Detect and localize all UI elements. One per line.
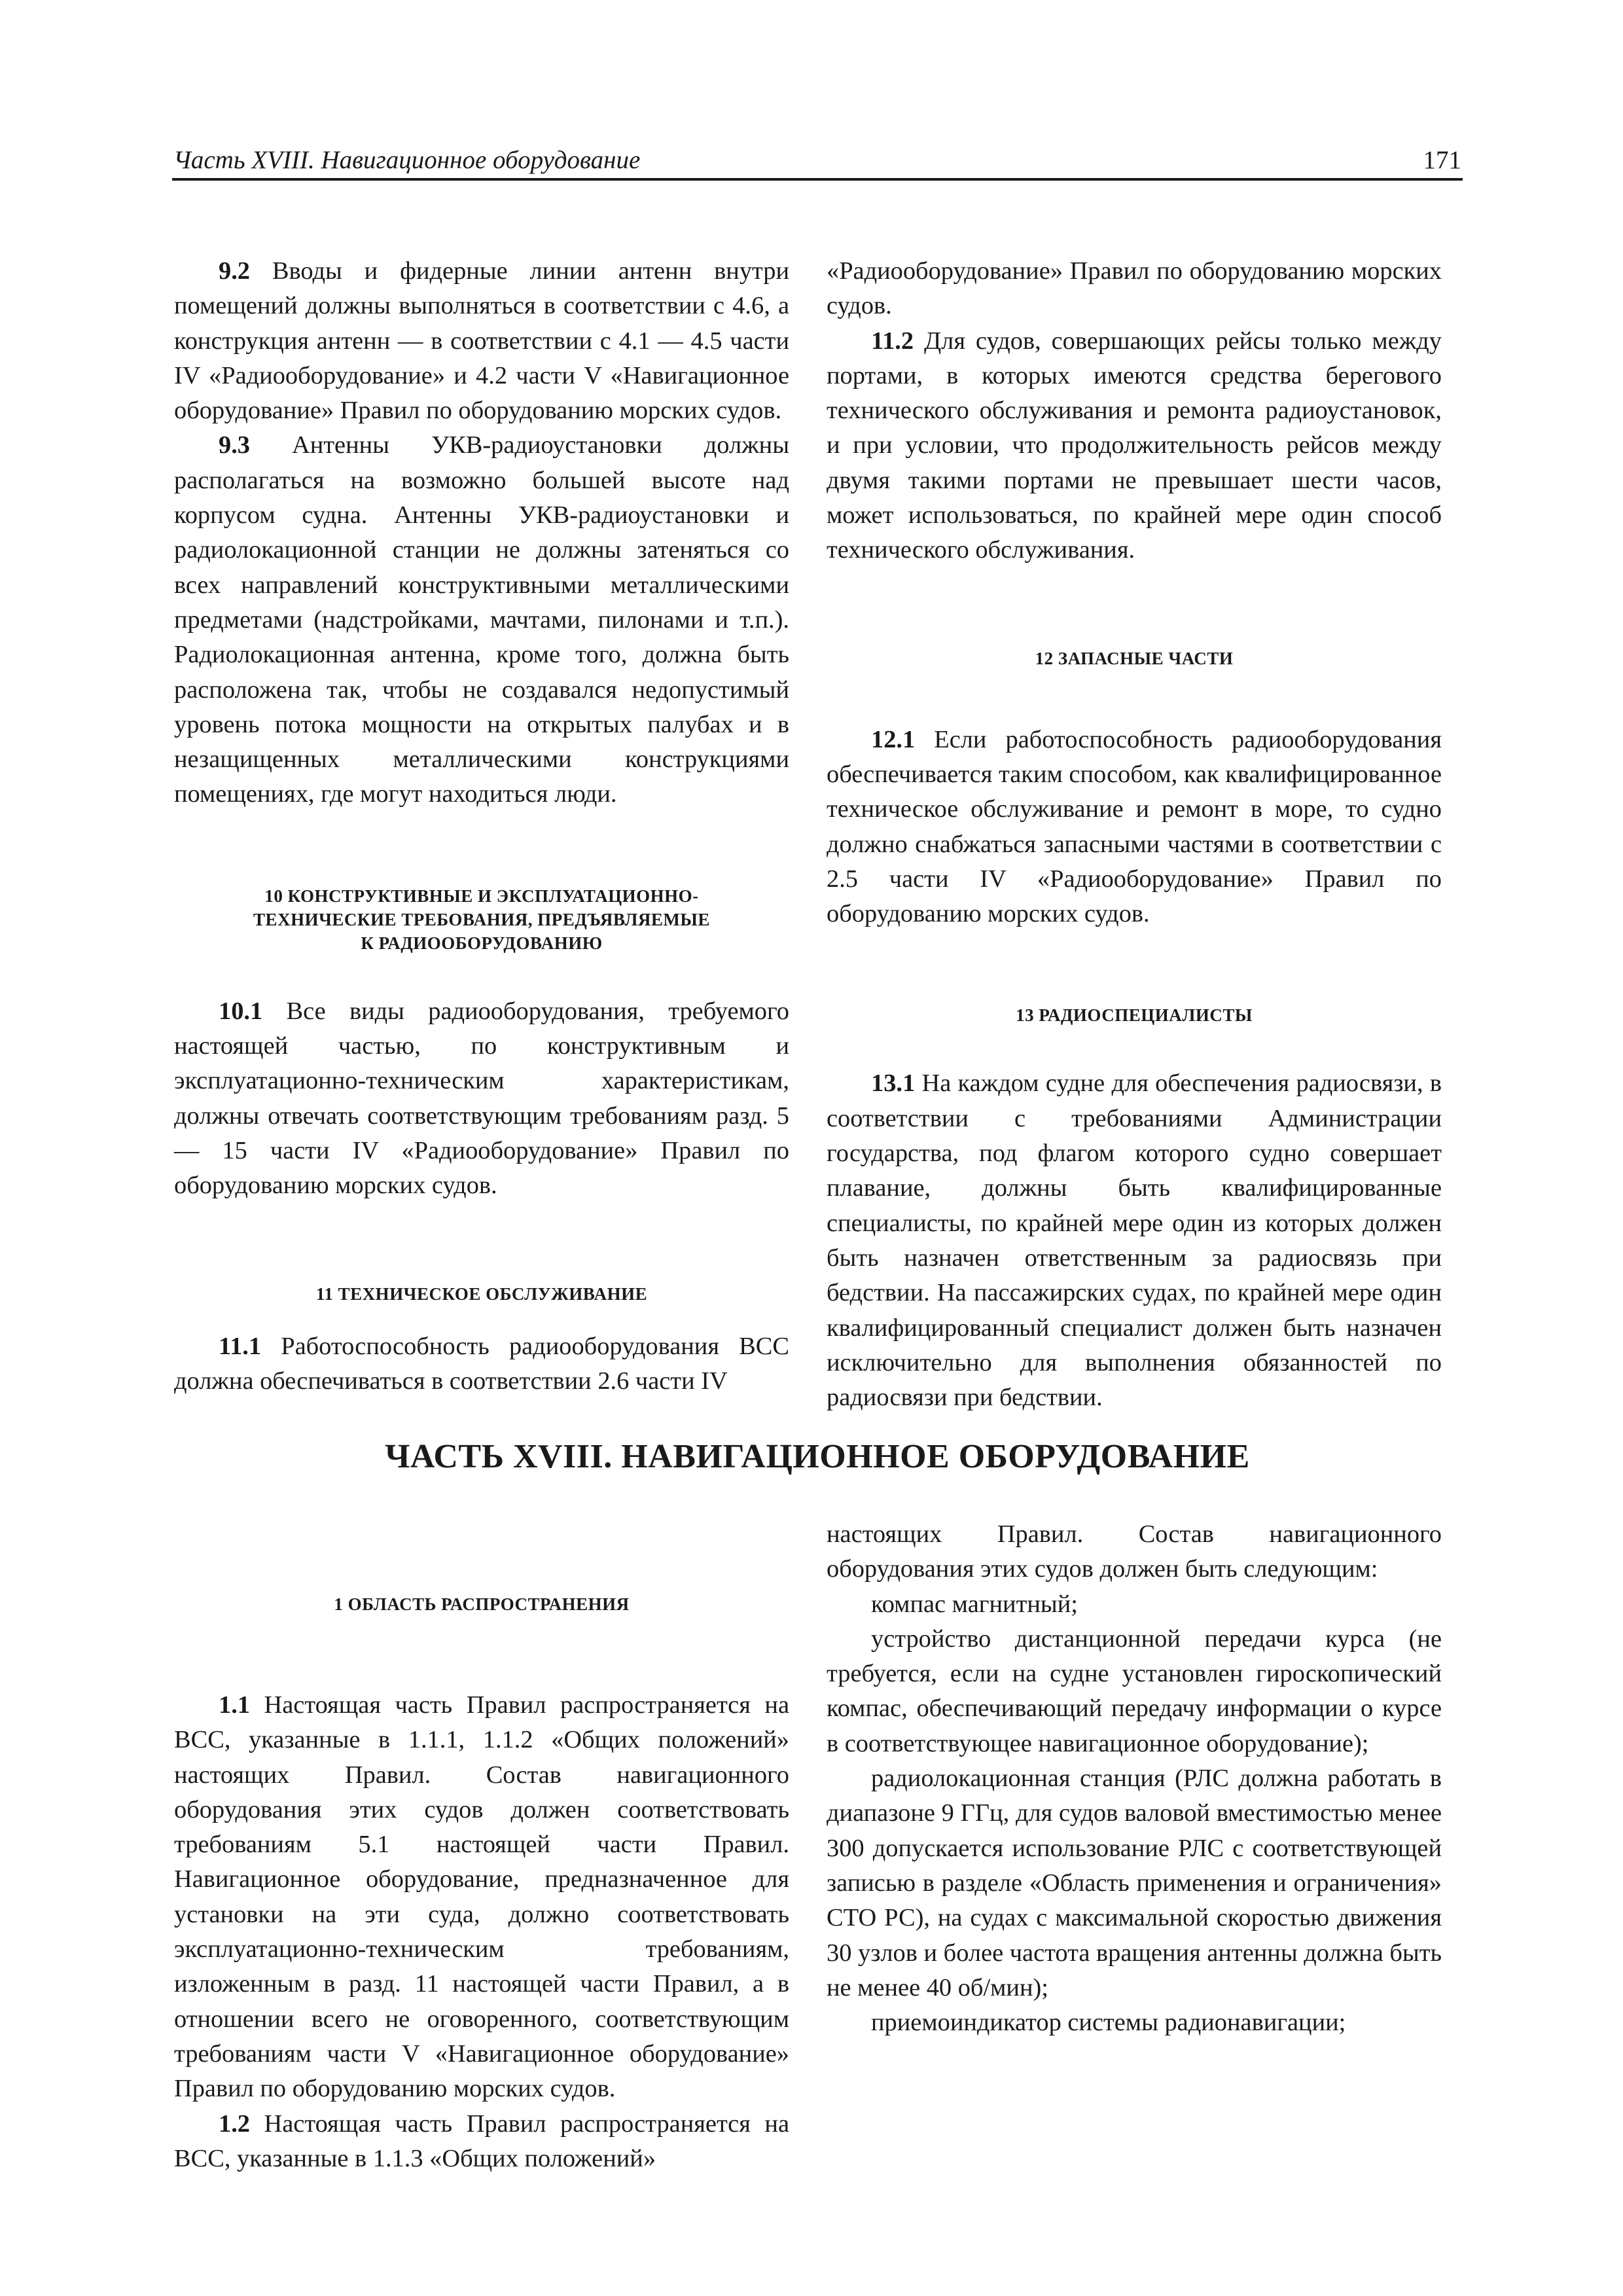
paragraph-9-2: [174, 254, 789, 428]
paragraph-1-2: [174, 2107, 789, 2177]
paragraph-10-1: [174, 994, 789, 1204]
clause-text: Все виды радиооборудования, требуемого настоящей частью, по конструктивным и эксплуатационно-техническим характеристикам, должны отвечать соответствующим требованиям разд. 5 — 15 части IV «Радиооборудование» Правил по оборудованию морских судов.: [174, 997, 789, 1200]
heading-line: К РАДИООБОРУДОВАНИЮ: [361, 933, 603, 953]
paragraph-11-1: [174, 1329, 789, 1399]
part-title: ЧАСТЬ XVIII. НАВИГАЦИОННОЕ ОБОРУДОВАНИЕ: [385, 1438, 1250, 1475]
page-header: [172, 145, 1463, 181]
running-title: Часть XVIII. Навигационное оборудование: [173, 146, 641, 174]
clause-text: Работоспособность радиооборудования ВСС должна обеспечиваться в соответствии 2.6 части IV: [174, 1332, 789, 1395]
clause-text: Если работоспособность радиооборудования обеспечивается таким способом, как квалифицированное техническое обслуживание и ремонт в море, то судно должно снабжаться запасными частями в соответствии с 2.5 части IV «Радиооборудование» Правил по оборудованию морских судов.: [827, 725, 1442, 928]
clause-text: Антенны УКВ-радиоустановки должны располагаться на возможно большей высоте над корпусом судна. Антенны УКВ-радиоустановки и радиолокационной станции не должны затеняться со всех направлений конструктивными металлическими предметами (надстройками, мачтами, пилонами и т.п.). Радиолокационная антенна, кроме того, должна быть расположена так, чтобы не создавался недопустимый уровень потока мощности на открытых палубах и в незащищенных металлическими конструкциями помещениях, где могут находиться люди.: [174, 431, 789, 808]
left-column-top: [174, 254, 789, 1399]
heading-line: 10 КОНСТРУКТИВНЫЕ И ЭКСПЛУАТАЦИОННО-: [264, 886, 699, 906]
continued-text: настоящих Правил. Состав навигационного оборудования этих судов должен быть следующим:: [827, 1520, 1442, 1583]
clause-number: 9.3: [219, 431, 250, 459]
paragraph-1-1: [174, 1688, 789, 2107]
paragraph-11-2: [827, 324, 1442, 568]
clause-number: 12.1: [871, 725, 916, 753]
paragraph-12-1: [827, 723, 1442, 932]
section-heading-11: 11 ТЕХНИЧЕСКОЕ ОБСЛУЖИВАНИЕ: [315, 1283, 648, 1304]
clause-number: 10.1: [219, 997, 263, 1025]
section-heading-13: 13 РАДИОСПЕЦИАЛИСТЫ: [1016, 1005, 1253, 1026]
right-column-bottom: [827, 1517, 1442, 2040]
clause-text: Для судов, совершающих рейсы только между портами, в которых имеются средства берегового технического обслуживания и ремонта радиоустановок, и при условии, что продолжительность рейсов между двумя такими портами не превышает шести часов, может использоваться, по крайней мере один способ технического обслуживания.: [827, 327, 1442, 564]
clause-text: Настоящая часть Правил распространяется на ВСС, указанные в 1.1.1, 1.1.2 «Общих положений» настоящих Правил. Состав навигационного оборудования этих судов должен соответствовать требованиям 5.1 настоящей части Правил. Навигационное оборудование, предназначенное для установки на эти суда, должно соответствовать эксплуатационно-техническим требованиям, изложенным в разд. 11 настоящей части Правил, а в отношении всего не оговоренного, соответствующим требованиям части V «Навигационное оборудование» Правил по оборудованию морских судов.: [174, 1691, 789, 2103]
left-column-bottom: [174, 1592, 789, 2176]
clause-number: 1.2: [219, 2109, 250, 2138]
section-heading-12: 12 ЗАПАСНЫЕ ЧАСТИ: [1035, 648, 1234, 668]
clause-text: На каждом судне для обеспечения радиосвязи, в соответствии с требованиями Администрации государства, под флагом которого судно совершает плавание, должны быть квалифицированные специалисты, по крайней мере один из которых должен быть назначен ответственным за радиосвязь при бедствии. На пассажирских судах, по крайней мере один квалифицированный специалист должен быть назначен исключительно для выполнения обязанностей по радиосвязи при бедствии.: [827, 1069, 1442, 1412]
section-heading-1: 1 ОБЛАСТЬ РАСПРОСТРАНЕНИЯ: [334, 1594, 630, 1614]
paragraph-13-1: [827, 1066, 1442, 1415]
right-column-top: [827, 254, 1442, 1415]
continued-text: «Радиооборудование» Правил по оборудованию морских судов.: [827, 257, 1442, 320]
clause-number: 13.1: [871, 1069, 916, 1098]
list-item-remote-heading: устройство дистанционной передачи курса (не требуется, если на судне установлен гироскопический компас, обеспечивающий передачу информации о курсе в соответствующее навигационное оборудование);: [827, 1624, 1442, 1757]
clause-text: Вводы и фидерные линии антенн внутри помещений должны выполняться в соответствии с 4.6, а конструкция антенн — в соответствии с 4.1 — 4.5 части IV «Радиооборудование» и 4.2 части V «Навигационное оборудование» Правил по оборудованию морских судов.: [174, 257, 789, 425]
clause-number: 11.2: [871, 327, 914, 355]
list-item-compass: компас магнитный;: [871, 1590, 1078, 1618]
page-number: 171: [1423, 146, 1461, 174]
clause-text: Настоящая часть Правил распространяется на ВСС, указанные в 1.1.3 «Общих положений»: [174, 2109, 789, 2172]
section-heading-10: [174, 884, 789, 955]
clause-number: 1.1: [219, 1691, 250, 1719]
list-item-radar: радиолокационная станция (РЛС должна работать в диапазоне 9 ГГц, для судов валовой вместимостью менее 300 допускается использование РЛС с соответствующей записью в разделе «Область применения и ограничения» СТО РС), на судах с максимальной скоростью движения 30 узлов и более частота вращения антенны должна быть не менее 40 об/мин);: [827, 1765, 1442, 2001]
clause-number: 9.2: [219, 257, 250, 285]
list-item-receiver: приемоиндикатор системы радионавигации;: [871, 2009, 1346, 2037]
clause-number: 11.1: [219, 1332, 262, 1360]
paragraph-9-3: [174, 428, 789, 812]
heading-line: ТЕХНИЧЕСКИЕ ТРЕБОВАНИЯ, ПРЕДЪЯВЛЯЕМЫЕ: [253, 909, 710, 929]
